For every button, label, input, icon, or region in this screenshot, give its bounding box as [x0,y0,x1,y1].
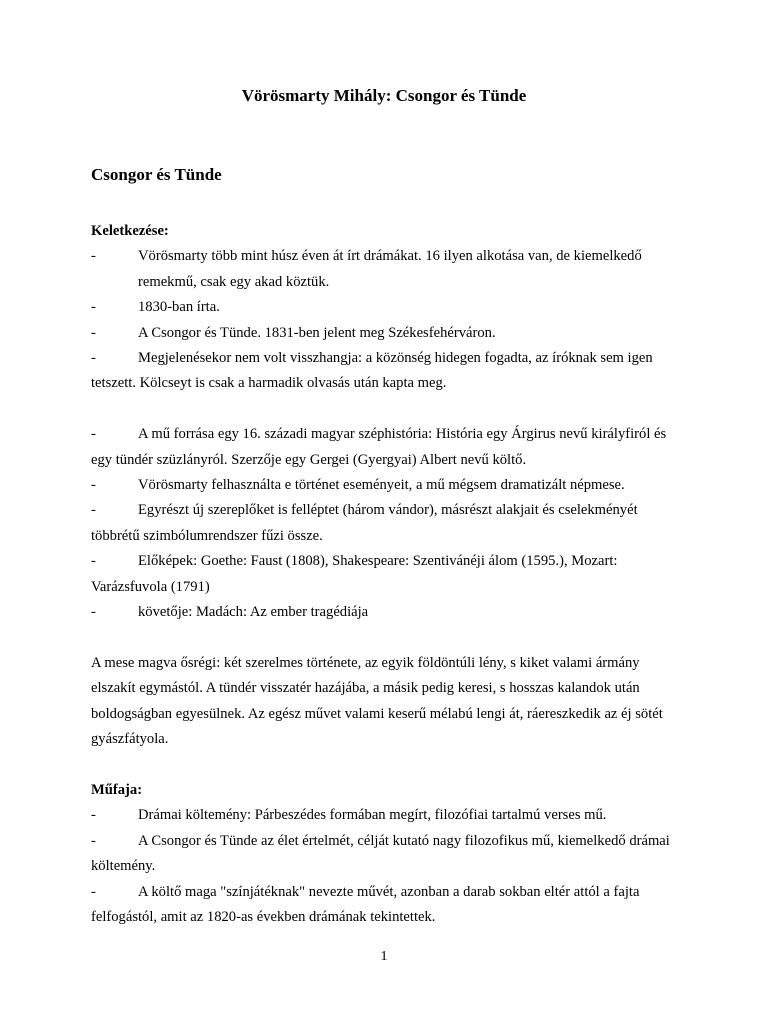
mufaja-heading: Műfaja: [91,781,143,798]
spacer [91,397,681,422]
list-item [91,803,681,828]
document-title: Vörösmarty Mihály: Csongor és Tünde [241,86,527,105]
list-item-text: Drámai költemény: Párbeszédes formában megírt, filozófiai tartalmú verses mű. [138,807,607,824]
bullet-dash: - [91,832,96,849]
list-item-text: A mű forrása egy 16. századi magyar széphistória: História egy Árgirus nevű királyfiról és egy tündér szüzlányról. Szerzője egy Gergei (Gyergyai) Albert nevű költő. [91,426,667,468]
list-item [91,346,681,397]
keletkezes-list-a [91,244,681,396]
list-item-text: Előképek: Goethe: Faust (1808), Shakespeare: Szentivánéji álom (1595.), Mozart: Varázsfuvola (1791) [91,553,618,595]
bullet-dash: - [91,350,96,367]
list-item [91,295,681,320]
list-item [91,321,681,346]
bullet-dash: - [91,299,96,316]
list-item-text: A költő maga "színjátéknak" nevezte művét, azonban a darab sokban eltér attól a fajta felfogástól, amit az 1820-as években drámának tekintettek. [91,883,640,925]
page-number: 1 [380,949,388,964]
spacer [91,625,681,650]
summary-paragraph: A mese magva ősrégi: két szerelmes története, az egyik földöntúli lény, s kiket valami ármány elszakít egymástól. A tündér visszatér hazájába, a másik pedig keresi, s hosszas kalandok után boldogságban egyesülnek. Az egész művet valami keserű mélabú lengi át, ráereszkedik az éj sötét gyászfátyola. [91,654,663,748]
keletkezes-heading: Keletkezése: [91,223,169,239]
list-item-text: Egyrészt új szereplőket is felléptet (három vándor), másrészt alakjait és cselekményét többrétű szimbólumrendszer fűzi össze. [91,502,638,544]
bullet-dash: - [91,553,96,570]
bullet-dash: - [91,604,96,621]
list-item [91,549,681,600]
bullet-dash: - [91,324,96,341]
list-item-text: Megjelenésekor nem volt visszhangja: a közönség hidegen fogadta, az íróknak sem igen tetszett. Kölcseyt is csak a harmadik olvasás után kapta meg. [91,350,653,392]
list-item-text: Vörösmarty felhasználta e történet eseményeit, a mű mégsem dramatizált népmese. [138,477,625,494]
list-item-text: Vörösmarty több mint húsz éven át írt drámákat. 16 ilyen alkotása van, de kiemelkedő remekmű, csak egy akad köztük. [138,248,642,290]
bullet-dash: - [91,426,96,443]
list-item [91,473,681,498]
bullet-dash: - [91,502,96,519]
list-item [91,880,681,931]
list-item-text: A Csongor és Tünde. 1831-ben jelent meg Székesfehérváron. [138,324,496,341]
list-item [91,498,681,549]
list-item-text: A Csongor és Tünde az élet értelmét, célját kutató nagy filozofikus mű, kiemelkedő drámai költemény. [91,832,670,875]
list-item [91,422,681,473]
bullet-dash: - [91,883,96,900]
list-item [91,244,681,295]
list-item [91,829,681,880]
list-item-text: 1830-ban írta. [138,299,220,316]
list-item [91,600,681,625]
bullet-dash: - [91,807,96,824]
keletkezes-list-b [91,422,681,625]
mufaja-list [91,803,681,930]
spacer [91,753,681,778]
document-body [91,219,681,930]
bullet-dash: - [91,477,96,494]
bullet-dash: - [91,248,96,265]
section-title: Csongor és Tünde [91,165,222,184]
list-item-text: követője: Madách: Az ember tragédiája [138,604,369,621]
